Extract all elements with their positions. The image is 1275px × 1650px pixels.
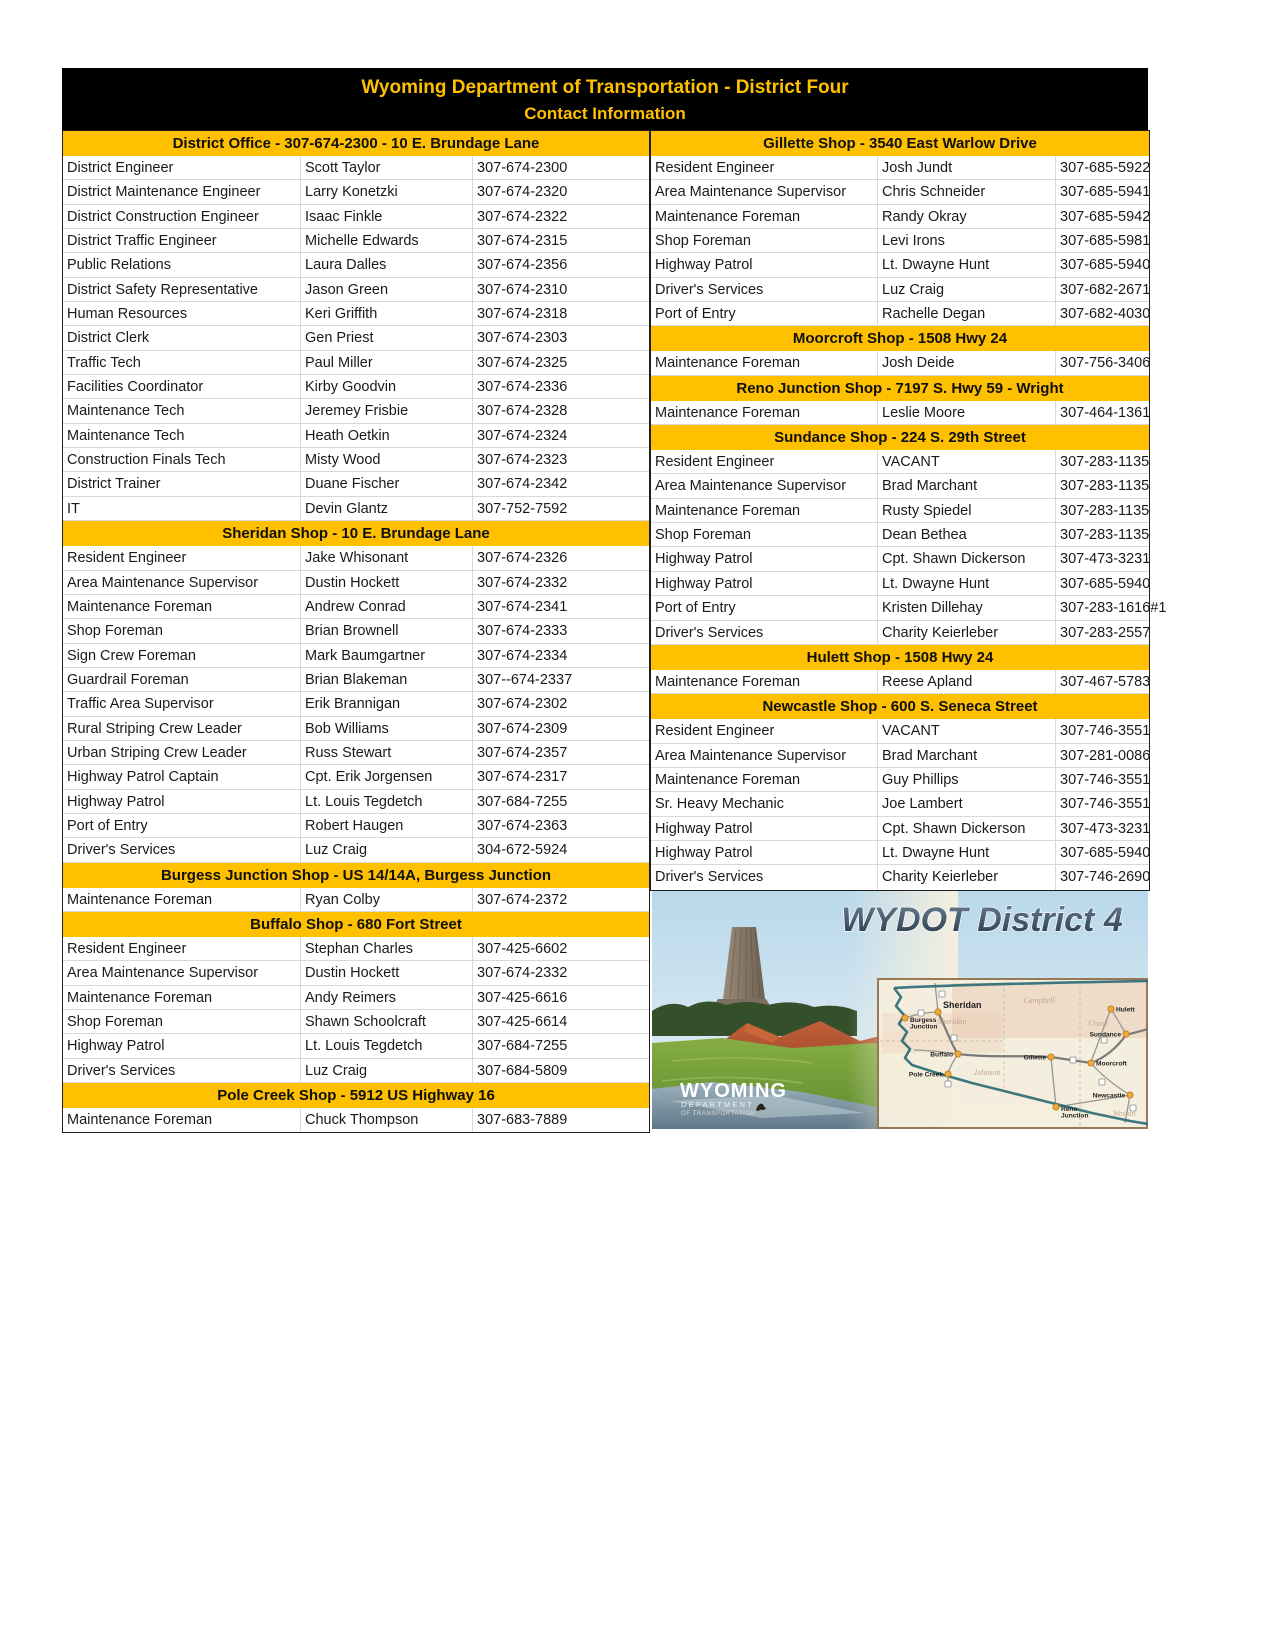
town-dot — [1088, 1060, 1094, 1066]
name-cell: Josh Deide — [877, 351, 1055, 375]
role-cell: Traffic Tech — [67, 354, 141, 371]
contact-row — [63, 326, 649, 350]
phone-cell: 307-283-1135 — [1055, 523, 1149, 547]
phone-cell: 307-283-2557 — [1055, 621, 1149, 645]
contact-row — [63, 399, 649, 423]
name-cell: Rachelle Degan — [877, 302, 1055, 326]
contact-row — [63, 180, 649, 204]
role-cell: Area Maintenance Supervisor — [655, 747, 847, 764]
name-cell: Joe Lambert — [877, 792, 1055, 816]
name-cell: Andy Reimers — [300, 986, 472, 1010]
phone-cell: 307-752-7592 — [472, 497, 649, 521]
contact-row — [651, 719, 1149, 743]
role-cell: Maintenance Foreman — [67, 891, 213, 908]
county-label: Campbell — [1023, 996, 1055, 1005]
contact-row — [63, 765, 649, 789]
phone-cell: 307-425-6616 — [472, 986, 649, 1010]
role-cell: Highway Patrol — [655, 257, 753, 274]
name-cell: Guy Phillips — [877, 768, 1055, 792]
role-cell: Maintenance Tech — [67, 427, 185, 444]
role-cell: Resident Engineer — [67, 940, 187, 957]
phone-cell: 307-674-2363 — [472, 814, 649, 838]
section-header: Sheridan Shop - 10 E. Brundage Lane — [63, 521, 649, 546]
role-cell: Driver's Services — [655, 869, 764, 886]
name-cell: Brad Marchant — [877, 744, 1055, 768]
role-cell: Driver's Services — [67, 1062, 176, 1079]
contact-row — [63, 448, 649, 472]
phone-cell: 307-674-2302 — [472, 692, 649, 716]
contact-row — [63, 302, 649, 326]
contact-row — [651, 817, 1149, 841]
role-cell: Area Maintenance Supervisor — [655, 478, 847, 495]
name-cell: Josh Jundt — [877, 156, 1055, 180]
contact-row — [651, 450, 1149, 474]
contact-row — [651, 180, 1149, 204]
phone-cell: 307-674-2333 — [472, 619, 649, 643]
name-cell: Cpt. Erik Jorgensen — [300, 765, 472, 789]
contact-row — [63, 156, 649, 180]
name-cell: Leslie Moore — [877, 401, 1055, 425]
role-cell: Guardrail Foreman — [67, 671, 189, 688]
section-header: Reno Junction Shop - 7197 S. Hwy 59 - Wright — [651, 376, 1149, 401]
town-label: Sheridan — [943, 1000, 982, 1010]
phone-cell: 307-682-2671 — [1055, 278, 1149, 302]
role-cell: Driver's Services — [655, 281, 764, 298]
name-cell: Levi Irons — [877, 229, 1055, 253]
town-label: Moorcroft — [1096, 1060, 1127, 1068]
role-cell: District Trainer — [67, 476, 161, 493]
role-cell: Facilities Coordinator — [67, 379, 204, 396]
contact-row — [651, 670, 1149, 694]
role-cell: Maintenance Foreman — [655, 502, 801, 519]
name-cell: Michelle Edwards — [300, 229, 472, 253]
phone-cell: 307-674-2324 — [472, 424, 649, 448]
contact-row — [651, 351, 1149, 375]
phone-cell: 307-674-2317 — [472, 765, 649, 789]
town-dot — [935, 1009, 941, 1015]
contact-row — [63, 229, 649, 253]
phone-cell: 307-674-2336 — [472, 375, 649, 399]
role-cell: Resident Engineer — [655, 723, 775, 740]
town-label: Gillette — [1023, 1054, 1046, 1062]
contact-row — [651, 523, 1149, 547]
name-cell: Isaac Finkle — [300, 205, 472, 229]
role-cell: Highway Patrol — [655, 551, 753, 568]
contact-row — [63, 986, 649, 1010]
name-cell: Dustin Hockett — [300, 571, 472, 595]
role-cell: District Safety Representative — [67, 281, 258, 298]
role-cell: Shop Foreman — [655, 527, 751, 544]
phone-cell: 307-473-3231 — [1055, 547, 1149, 571]
section-header: District Office - 307-674-2300 - 10 E. Brundage Lane — [63, 131, 649, 156]
role-cell: District Engineer — [67, 160, 174, 176]
contact-row — [651, 768, 1149, 792]
contact-row — [651, 792, 1149, 816]
phone-cell: 307-684-7255 — [472, 1034, 649, 1058]
phone-cell: 307-674-2323 — [472, 448, 649, 472]
name-cell: Heath Oetkin — [300, 424, 472, 448]
section-header: Hulett Shop - 1508 Hwy 24 — [651, 645, 1149, 670]
contact-row — [651, 621, 1149, 645]
phone-cell: 307-674-2332 — [472, 961, 649, 985]
section-header: Moorcroft Shop - 1508 Hwy 24 — [651, 326, 1149, 351]
name-cell: VACANT — [877, 450, 1055, 474]
banner-title: Wyoming Department of Transportation - District Four — [361, 77, 849, 98]
contact-row — [651, 156, 1149, 180]
wydot-logo-department: DEPARTMENT — [681, 1100, 754, 1109]
phone-cell: 307-425-6614 — [472, 1010, 649, 1034]
role-cell: Maintenance Foreman — [67, 598, 213, 615]
phone-cell: 307-674-2328 — [472, 399, 649, 423]
name-cell: Kristen Dillehay — [877, 596, 1055, 620]
name-cell: Charity Keierleber — [877, 621, 1055, 645]
role-cell: Urban Striping Crew Leader — [67, 744, 247, 761]
town-label: Burgess Junction — [910, 1017, 938, 1031]
role-cell: Traffic Area Supervisor — [67, 696, 214, 713]
role-cell: District Traffic Engineer — [67, 233, 217, 250]
phone-cell: 307-425-6602 — [472, 937, 649, 961]
contact-row — [63, 838, 649, 862]
contact-row — [63, 741, 649, 765]
name-cell: Dustin Hockett — [300, 961, 472, 985]
contact-row — [651, 229, 1149, 253]
role-cell: Resident Engineer — [67, 550, 187, 567]
wydot-logo-of-transportation: OF TRANSPORTATION — [681, 1111, 756, 1117]
name-cell: Duane Fischer — [300, 472, 472, 496]
contact-row — [63, 278, 649, 302]
contact-row — [63, 692, 649, 716]
contact-row — [63, 424, 649, 448]
role-cell: Maintenance Foreman — [655, 673, 801, 690]
role-cell: District Construction Engineer — [67, 208, 259, 225]
name-cell: Lt. Dwayne Hunt — [877, 253, 1055, 277]
phone-cell: 307-674-2326 — [472, 546, 649, 570]
contact-row — [63, 472, 649, 496]
phone-cell: 307-674-2320 — [472, 180, 649, 204]
role-cell: Resident Engineer — [655, 160, 775, 176]
phone-cell: 307-281-0086 — [1055, 744, 1149, 768]
phone-cell: 307-467-5783 — [1055, 670, 1149, 694]
name-cell: Brad Marchant — [877, 474, 1055, 498]
phone-cell: 307-684-5809 — [472, 1059, 649, 1083]
name-cell: Ryan Colby — [300, 888, 472, 912]
phone-cell: 307-683-7889 — [472, 1108, 649, 1132]
phone-cell: 307-674-2356 — [472, 253, 649, 277]
phone-cell: 307-685-5941 — [1055, 180, 1149, 204]
role-cell: District Clerk — [67, 330, 150, 347]
town-dot — [955, 1051, 961, 1057]
name-cell: Cpt. Shawn Dickerson — [877, 547, 1055, 571]
contact-row — [63, 668, 649, 692]
contact-row — [63, 595, 649, 619]
contact-row — [63, 253, 649, 277]
phone-cell: 307-674-2357 — [472, 741, 649, 765]
contact-row — [63, 717, 649, 741]
phone-cell: 307-464-1361 — [1055, 401, 1149, 425]
phone-cell: 307-746-2690 — [1055, 865, 1149, 889]
wydot-logo-wyoming: WYOMING — [680, 1080, 787, 1102]
phone-cell: 307-674-2332 — [472, 571, 649, 595]
name-cell: Devin Glantz — [300, 497, 472, 521]
name-cell: Misty Wood — [300, 448, 472, 472]
phone-cell: 307--674-2337 — [472, 668, 649, 692]
town-dot — [1048, 1054, 1054, 1060]
name-cell: Luz Craig — [300, 1059, 472, 1083]
name-cell: Larry Konetzki — [300, 180, 472, 204]
section-header: Burgess Junction Shop - US 14/14A, Burgess Junction — [63, 863, 649, 888]
phone-cell: 307-685-5940 — [1055, 253, 1149, 277]
phone-cell: 307-746-3551 — [1055, 792, 1149, 816]
contact-row — [63, 790, 649, 814]
contact-row — [63, 1034, 649, 1058]
name-cell: Mark Baumgartner — [300, 644, 472, 668]
role-cell: Resident Engineer — [655, 454, 775, 471]
county-label: Johnson — [973, 1068, 1001, 1077]
name-cell: Stephan Charles — [300, 937, 472, 961]
name-cell: Rusty Spiedel — [877, 499, 1055, 523]
town-label: Buffalo — [930, 1051, 953, 1059]
town-label: Reno Junction — [1061, 1106, 1089, 1120]
phone-cell: 307-684-7255 — [472, 790, 649, 814]
name-cell: Brian Brownell — [300, 619, 472, 643]
role-cell: Highway Patrol — [67, 793, 165, 810]
role-cell: Maintenance Foreman — [655, 404, 801, 421]
name-cell: Laura Dalles — [300, 253, 472, 277]
role-cell: Maintenance Foreman — [67, 1112, 213, 1129]
name-cell: Chris Schneider — [877, 180, 1055, 204]
role-cell: Area Maintenance Supervisor — [67, 965, 259, 982]
role-cell: Public Relations — [67, 257, 171, 274]
name-cell: VACANT — [877, 719, 1055, 743]
phone-cell: 307-674-2318 — [472, 302, 649, 326]
town-label: Sundance — [1089, 1031, 1121, 1039]
role-cell: Shop Foreman — [655, 233, 751, 250]
name-cell: Brian Blakeman — [300, 668, 472, 692]
name-cell: Luz Craig — [300, 838, 472, 862]
contact-row — [63, 1108, 649, 1132]
phone-cell: 307-283-1135 — [1055, 474, 1149, 498]
phone-cell: 304-672-5924 — [472, 838, 649, 862]
section-header: Sundance Shop - 224 S. 29th Street — [651, 425, 1149, 450]
town-dot — [902, 1015, 908, 1021]
role-cell: Highway Patrol — [655, 575, 753, 592]
section-header: Buffalo Shop - 680 Fort Street — [63, 912, 649, 937]
section-header: Pole Creek Shop - 5912 US Highway 16 — [63, 1083, 649, 1108]
role-cell: Maintenance Foreman — [655, 771, 801, 788]
contact-row — [63, 814, 649, 838]
contact-row — [63, 644, 649, 668]
phone-cell: 307-682-4030 — [1055, 302, 1149, 326]
role-cell: Sr. Heavy Mechanic — [655, 796, 784, 813]
county-label: Weston — [1112, 1109, 1136, 1118]
contact-row — [651, 302, 1149, 326]
phone-cell: 307-674-2372 — [472, 888, 649, 912]
role-cell: Construction Finals Tech — [67, 452, 226, 469]
name-cell: Reese Apland — [877, 670, 1055, 694]
contact-row — [651, 499, 1149, 523]
contact-row — [63, 375, 649, 399]
name-cell: Luz Craig — [877, 278, 1055, 302]
contact-row — [651, 205, 1149, 229]
town-dot — [1127, 1092, 1133, 1098]
contact-row — [63, 205, 649, 229]
phone-cell: 307-674-2309 — [472, 717, 649, 741]
contact-row — [651, 744, 1149, 768]
phone-cell: 307-674-2303 — [472, 326, 649, 350]
role-cell: Human Resources — [67, 306, 188, 323]
role-cell: Driver's Services — [67, 842, 176, 859]
promo-image — [652, 891, 1148, 1129]
contact-row — [651, 401, 1149, 425]
banner-subtitle: Contact Information — [524, 104, 686, 123]
contact-row — [63, 1059, 649, 1083]
promo-title: WYDOT District 4 — [841, 901, 1123, 939]
section-header: Newcastle Shop - 600 S. Seneca Street — [651, 694, 1149, 719]
role-cell: Maintenance Foreman — [655, 355, 801, 372]
role-cell: Port of Entry — [67, 817, 148, 834]
contact-row — [63, 888, 649, 912]
phone-cell: 307-674-2325 — [472, 351, 649, 375]
role-cell: Highway Patrol — [67, 1038, 165, 1055]
phone-cell: 307-685-5922 — [1055, 156, 1149, 180]
name-cell: Lt. Dwayne Hunt — [877, 841, 1055, 865]
phone-cell: 307-685-5981 — [1055, 229, 1149, 253]
phone-cell: 307-674-2300 — [472, 156, 649, 180]
phone-cell: 307-674-2315 — [472, 229, 649, 253]
role-cell: Maintenance Foreman — [655, 208, 801, 225]
name-cell: Shawn Schoolcraft — [300, 1010, 472, 1034]
role-cell: Highway Patrol Captain — [67, 769, 219, 786]
phone-cell: 307-283-1135 — [1055, 450, 1149, 474]
name-cell: Bob Williams — [300, 717, 472, 741]
name-cell: Lt. Louis Tegdetch — [300, 790, 472, 814]
contact-table-left — [62, 130, 650, 1133]
phone-cell: 307-674-2342 — [472, 472, 649, 496]
role-cell: Highway Patrol — [655, 820, 753, 837]
name-cell: Kirby Goodvin — [300, 375, 472, 399]
role-cell: Sign Crew Foreman — [67, 647, 196, 664]
name-cell: Paul Miller — [300, 351, 472, 375]
phone-cell: 307-685-5940 — [1055, 841, 1149, 865]
phone-cell: 307-674-2334 — [472, 644, 649, 668]
phone-cell: 307-674-2322 — [472, 205, 649, 229]
phone-cell: 307-685-5940 — [1055, 572, 1149, 596]
role-cell: Highway Patrol — [655, 844, 753, 861]
name-cell: Lt. Louis Tegdetch — [300, 1034, 472, 1058]
town-dot — [1108, 1006, 1114, 1012]
name-cell: Dean Bethea — [877, 523, 1055, 547]
role-cell: Area Maintenance Supervisor — [67, 574, 259, 591]
phone-cell: 307-746-3551 — [1055, 768, 1149, 792]
name-cell: Scott Taylor — [300, 156, 472, 180]
role-cell: District Maintenance Engineer — [67, 184, 261, 201]
phone-cell: 307-756-3406 — [1055, 351, 1149, 375]
contact-table-right — [650, 130, 1167, 891]
role-cell: IT — [67, 500, 80, 517]
name-cell: Cpt. Shawn Dickerson — [877, 817, 1055, 841]
contact-row — [651, 596, 1167, 620]
town-dot — [1053, 1104, 1059, 1110]
name-cell: Jason Green — [300, 278, 472, 302]
contact-row — [63, 571, 649, 595]
contact-row — [63, 619, 649, 643]
contact-row — [651, 474, 1149, 498]
county-label: Crook — [1088, 1019, 1108, 1028]
contact-row — [63, 937, 649, 961]
contact-row — [651, 841, 1149, 865]
phone-cell: 307-685-5942 — [1055, 205, 1149, 229]
name-cell: Russ Stewart — [300, 741, 472, 765]
contact-row — [63, 961, 649, 985]
name-cell: Gen Priest — [300, 326, 472, 350]
contact-row — [63, 497, 649, 521]
contact-row — [63, 351, 649, 375]
contact-row — [651, 572, 1149, 596]
name-cell: Jake Whisonant — [300, 546, 472, 570]
town-label: Newcastle — [1092, 1092, 1125, 1100]
section-header: Gillette Shop - 3540 East Warlow Drive — [651, 131, 1149, 156]
role-cell: Shop Foreman — [67, 1014, 163, 1030]
name-cell: Jeremey Frisbie — [300, 399, 472, 423]
name-cell: Keri Griffith — [300, 302, 472, 326]
name-cell: Charity Keierleber — [877, 865, 1055, 889]
contact-row — [651, 253, 1149, 277]
town-dot — [1123, 1031, 1129, 1037]
phone-cell: 307-674-2310 — [472, 278, 649, 302]
role-cell: Port of Entry — [655, 306, 736, 323]
district-map — [878, 979, 1148, 1128]
phone-cell: 307-283-1616#1 — [1055, 596, 1149, 620]
role-cell: Maintenance Tech — [67, 403, 185, 420]
contact-row — [651, 547, 1149, 571]
name-cell: Randy Okray — [877, 205, 1055, 229]
name-cell: Robert Haugen — [300, 814, 472, 838]
contact-row — [651, 865, 1149, 889]
name-cell: Chuck Thompson — [300, 1108, 472, 1132]
name-cell: Erik Brannigan — [300, 692, 472, 716]
contact-row — [651, 278, 1149, 302]
town-label: Hulett — [1116, 1006, 1135, 1014]
phone-cell: 307-473-3231 — [1055, 817, 1149, 841]
name-cell: Lt. Dwayne Hunt — [877, 572, 1055, 596]
phone-cell: 307-283-1135 — [1055, 499, 1149, 523]
town-dot — [945, 1071, 951, 1077]
role-cell: Driver's Services — [655, 624, 764, 641]
title-banner — [62, 68, 1148, 130]
county-label: Sheridan — [937, 1017, 967, 1026]
phone-cell: 307-674-2341 — [472, 595, 649, 619]
contact-row — [63, 1010, 649, 1034]
role-cell: Port of Entry — [655, 600, 736, 617]
phone-cell: 307-746-3551 — [1055, 719, 1149, 743]
role-cell: Rural Striping Crew Leader — [67, 720, 242, 737]
town-label: Pole Creek — [908, 1071, 943, 1079]
role-cell: Area Maintenance Supervisor — [655, 184, 847, 201]
name-cell: Andrew Conrad — [300, 595, 472, 619]
role-cell: Maintenance Foreman — [67, 989, 213, 1006]
contact-row — [63, 546, 649, 570]
role-cell: Shop Foreman — [67, 623, 163, 640]
